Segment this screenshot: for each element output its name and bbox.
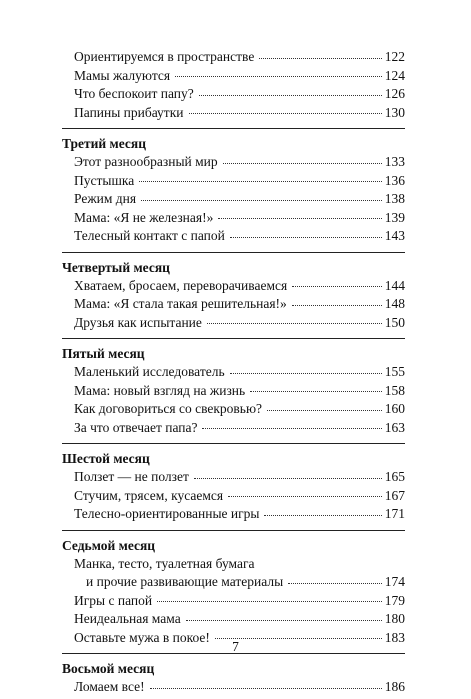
toc-entry (62, 678, 405, 697)
dot-leader (186, 619, 382, 621)
entry-page-number: 186 (384, 679, 405, 694)
dot-leader (157, 600, 382, 602)
section-heading: Шестой месяц (62, 451, 150, 466)
toc-entry (62, 505, 405, 524)
entry-title: Папины прибаутки (74, 104, 184, 120)
toc-entry (62, 227, 405, 246)
section-heading: Пятый месяц (62, 346, 145, 361)
toc-entry (62, 295, 405, 314)
entry-page-number: 174 (384, 574, 405, 589)
entry-title: Мама: «Я стала такая решительная!» (74, 296, 287, 311)
dot-leader (202, 427, 381, 429)
entry-page-number: 144 (384, 277, 405, 293)
toc-section (62, 338, 405, 437)
toc-entry (62, 190, 405, 209)
toc-section (62, 653, 405, 697)
toc-section (62, 530, 405, 648)
dot-leader (228, 495, 382, 497)
toc-entry (62, 419, 405, 438)
entry-page-number: 124 (384, 67, 405, 83)
entry-title: Мама: новый взгляд на жизнь (74, 382, 246, 398)
entry-title: Пустышка (74, 172, 135, 188)
dot-leader (218, 217, 381, 219)
section-heading: Восьмой месяц (62, 661, 155, 676)
toc-entry (62, 104, 405, 123)
toc-section (62, 443, 405, 524)
entry-title: Что беспокоит папу? (74, 86, 194, 101)
page-number: 7 (232, 639, 239, 654)
toc-entry (62, 314, 405, 333)
section-heading: Третий месяц (62, 136, 146, 151)
toc-entry (62, 468, 405, 487)
entry-title: Телесно-ориентированные игры (74, 506, 260, 521)
entry-title: Ориентируемся в пространстве (74, 49, 255, 64)
entry-title: Друзья как испытание (74, 314, 202, 330)
toc-entry (62, 85, 405, 104)
entry-page-number: 158 (384, 382, 405, 398)
entry-page-number: 163 (384, 419, 405, 435)
dot-leader (150, 687, 382, 689)
entry-page-number: 160 (384, 401, 405, 416)
dot-leader (230, 372, 382, 374)
entry-title: Хватаем, бросаем, переворачиваемся (74, 277, 288, 293)
toc-entry (62, 277, 405, 296)
entry-title: Как договориться со свекровью? (74, 401, 263, 416)
toc-entry (62, 610, 405, 629)
entry-title: Маленький исследователь (74, 364, 225, 379)
entry-page-number: 155 (384, 364, 405, 379)
toc-entry (62, 592, 405, 611)
entry-title: Ломаем все! (74, 679, 145, 694)
entry-page-number: 130 (384, 104, 405, 120)
entry-page-number: 167 (384, 487, 405, 503)
dot-leader (141, 199, 382, 201)
dot-leader (175, 75, 382, 77)
toc-section (62, 128, 405, 246)
entry-title: Неидеальная мама (74, 611, 181, 626)
dot-leader (230, 236, 382, 238)
dot-leader (259, 57, 381, 59)
dot-leader (194, 477, 382, 479)
toc-entry (62, 67, 405, 86)
entry-page-number: 139 (384, 209, 405, 225)
toc-section (62, 42, 405, 122)
entry-title: Ползет — не ползет (74, 469, 189, 484)
entry-title: Режим дня (74, 191, 137, 206)
entry-title: Манка, тесто, туалетная бумага (74, 555, 255, 571)
toc-entry (62, 573, 405, 592)
table-of-contents (62, 42, 405, 697)
entry-page-number: 122 (384, 49, 405, 64)
entry-title: Мама: «Я не железная!» (74, 209, 214, 225)
entry-page-number: 180 (384, 611, 405, 626)
entry-page-number: 171 (384, 506, 405, 521)
entry-page-number: 136 (384, 172, 405, 188)
entry-page-number: 143 (384, 228, 405, 243)
entry-title: Оставьте мужа в покое! (74, 629, 210, 645)
dot-leader (223, 162, 382, 164)
toc-entry (62, 555, 405, 574)
entry-page-number: 179 (384, 592, 405, 608)
toc-entry (62, 363, 405, 382)
toc-entry (62, 400, 405, 419)
entry-title: Мамы жалуются (74, 67, 171, 83)
toc-entry (62, 172, 405, 191)
toc-entry (62, 209, 405, 228)
dot-leader (264, 514, 381, 516)
dot-leader (292, 304, 382, 306)
dot-leader (292, 285, 382, 287)
toc-entry (62, 153, 405, 172)
entry-title: Стучим, трясем, кусаемся (74, 487, 224, 503)
toc-section (62, 252, 405, 333)
entry-page-number: 183 (384, 629, 405, 645)
toc-entry (62, 382, 405, 401)
toc-entry (62, 48, 405, 67)
dot-leader (189, 112, 382, 114)
dot-leader (207, 322, 382, 324)
dot-leader (139, 180, 382, 182)
entry-title: Телесный контакт с папой (74, 228, 225, 243)
dot-leader (288, 582, 382, 584)
entry-title: Этот разнообразный мир (74, 154, 218, 169)
section-heading: Четвертый месяц (62, 259, 170, 275)
entry-title: За что отвечает папа? (74, 419, 198, 435)
dot-leader (199, 94, 382, 96)
entry-page-number: 138 (384, 191, 405, 206)
entry-page-number: 150 (384, 314, 405, 330)
entry-title: Игры с папой (74, 592, 153, 608)
entry-page-number: 148 (384, 296, 405, 311)
dot-leader (267, 409, 382, 411)
dot-leader (250, 390, 382, 392)
entry-page-number: 133 (384, 154, 405, 169)
toc-entry (62, 487, 405, 506)
entry-page-number: 126 (384, 86, 405, 101)
entry-page-number: 165 (384, 469, 405, 484)
section-heading: Седьмой месяц (62, 537, 156, 553)
entry-title: и прочие развивающие материалы (86, 574, 284, 589)
